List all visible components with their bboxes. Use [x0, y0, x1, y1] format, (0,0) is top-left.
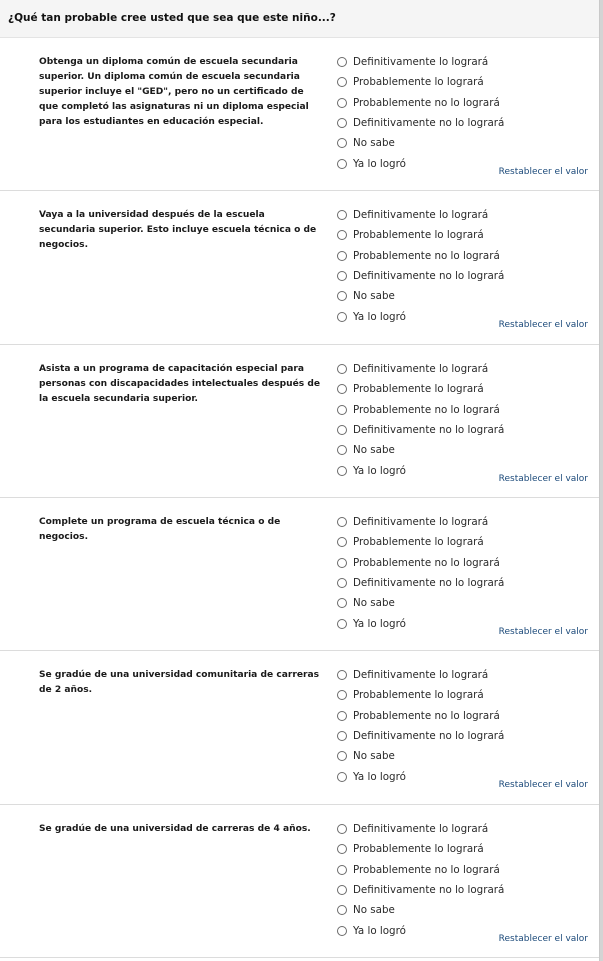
option-definitely-will[interactable]: [337, 819, 504, 839]
option-label[interactable]: Ya lo logró: [353, 157, 406, 170]
option-label[interactable]: Probablemente no lo logrará: [353, 863, 500, 876]
radio-button[interactable]: [337, 138, 347, 148]
option-definitely-will-not[interactable]: [337, 113, 504, 133]
option-label[interactable]: No sabe: [353, 444, 395, 457]
option-definitely-will-not[interactable]: [337, 726, 504, 746]
radio-button[interactable]: [337, 77, 347, 87]
question-rows: [0, 38, 599, 958]
option-does-not-know[interactable]: [337, 133, 504, 153]
option-already-done[interactable]: [337, 153, 504, 173]
radio-button[interactable]: [337, 517, 347, 527]
reset-value-link[interactable]: Restablecer el valor: [498, 474, 588, 484]
radio-button[interactable]: [337, 670, 347, 680]
option-does-not-know[interactable]: [337, 593, 504, 613]
option-probably-will-not[interactable]: [337, 706, 504, 726]
option-does-not-know[interactable]: [337, 746, 504, 766]
option-definitely-will-not[interactable]: [337, 880, 504, 900]
option-label[interactable]: Definitivamente lo logrará: [353, 363, 489, 376]
radio-button[interactable]: [337, 425, 347, 435]
radio-button[interactable]: [337, 466, 347, 476]
option-label[interactable]: Probablemente no lo logrará: [353, 556, 500, 569]
option-label[interactable]: Probablemente no lo logrará: [353, 709, 500, 722]
radio-button[interactable]: [337, 537, 347, 547]
option-label[interactable]: Ya lo logró: [353, 617, 406, 630]
radio-button[interactable]: [337, 824, 347, 834]
option-already-done[interactable]: [337, 460, 504, 480]
option-probably-will[interactable]: [337, 379, 504, 399]
option-definitely-will[interactable]: [337, 52, 504, 72]
option-label[interactable]: Definitivamente no lo logrará: [353, 270, 505, 283]
radio-button[interactable]: [337, 384, 347, 394]
option-label[interactable]: Definitivamente no lo logrará: [353, 577, 505, 590]
option-label[interactable]: Probablemente lo logrará: [353, 689, 484, 702]
radio-group: [337, 819, 504, 941]
option-label[interactable]: No sabe: [353, 597, 395, 610]
question-row: [0, 498, 599, 651]
reset-value-link[interactable]: Restablecer el valor: [498, 167, 588, 177]
option-label[interactable]: Ya lo logró: [353, 924, 406, 937]
option-definitely-will-not[interactable]: [337, 266, 504, 286]
radio-group: [337, 52, 504, 174]
question-header: [0, 0, 599, 38]
option-label[interactable]: No sabe: [353, 750, 395, 763]
radio-button[interactable]: [337, 57, 347, 67]
radio-button[interactable]: [337, 271, 347, 281]
radio-button[interactable]: [337, 690, 347, 700]
question-row: [0, 345, 599, 498]
radio-button[interactable]: [337, 364, 347, 374]
option-definitely-will[interactable]: [337, 665, 504, 685]
option-definitely-will[interactable]: [337, 359, 504, 379]
option-label[interactable]: No sabe: [353, 137, 395, 150]
option-probably-will-not[interactable]: [337, 553, 504, 573]
radio-button[interactable]: [337, 844, 347, 854]
radio-button[interactable]: [337, 291, 347, 301]
radio-group: [337, 512, 504, 634]
option-label[interactable]: No sabe: [353, 904, 395, 917]
option-probably-will-not[interactable]: [337, 860, 504, 880]
question-text: Se gradúe de una universidad de carreras de 4 años.: [39, 824, 311, 834]
option-definitely-will-not[interactable]: [337, 573, 504, 593]
question-row: [0, 805, 599, 958]
reset-value-link[interactable]: Restablecer el valor: [498, 320, 588, 330]
radio-button[interactable]: [337, 118, 347, 128]
question-row: [0, 191, 599, 345]
option-probably-will[interactable]: [337, 839, 504, 859]
radio-button[interactable]: [337, 251, 347, 261]
option-already-done[interactable]: [337, 613, 504, 633]
option-already-done[interactable]: [337, 766, 504, 786]
option-label[interactable]: Ya lo logró: [353, 310, 406, 323]
option-label[interactable]: Probablemente no lo logrará: [353, 403, 500, 416]
radio-button[interactable]: [337, 885, 347, 895]
option-definitely-will-not[interactable]: [337, 420, 504, 440]
question-text: Complete un programa de escuela técnica o de negocios.: [39, 517, 281, 542]
option-label[interactable]: Definitivamente no lo logrará: [353, 730, 505, 743]
option-does-not-know[interactable]: [337, 286, 504, 306]
radio-button[interactable]: [337, 445, 347, 455]
question-row: [0, 651, 599, 805]
option-label[interactable]: Probablemente lo logrará: [353, 76, 484, 89]
option-label[interactable]: Ya lo logró: [353, 464, 406, 477]
option-label[interactable]: Definitivamente lo logrará: [353, 823, 489, 836]
option-label[interactable]: Probablemente lo logrará: [353, 843, 484, 856]
option-label[interactable]: Definitivamente no lo logrará: [353, 424, 505, 437]
radio-button[interactable]: [337, 598, 347, 608]
radio-button[interactable]: [337, 230, 347, 240]
option-probably-will-not[interactable]: [337, 246, 504, 266]
radio-button[interactable]: [337, 772, 347, 782]
question-title: ¿Qué tan probable cree usted que sea que este niño...?: [8, 12, 336, 24]
reset-value-link[interactable]: Restablecer el valor: [498, 780, 588, 790]
option-does-not-know[interactable]: [337, 440, 504, 460]
radio-button[interactable]: [337, 926, 347, 936]
question-text: Asista a un programa de capacitación especial para personas con discapacidades intelectuales después de la escuela secundaria superior.: [39, 364, 321, 404]
reset-value-link[interactable]: Restablecer el valor: [498, 627, 588, 637]
radio-button[interactable]: [337, 210, 347, 220]
option-probably-will[interactable]: [337, 72, 504, 92]
question-row: [0, 38, 599, 191]
radio-button[interactable]: [337, 865, 347, 875]
option-probably-will-not[interactable]: [337, 400, 504, 420]
option-label[interactable]: Probablemente no lo logrará: [353, 249, 500, 262]
option-probably-will[interactable]: [337, 685, 504, 705]
radio-group: [337, 205, 504, 327]
option-probably-will-not[interactable]: [337, 93, 504, 113]
radio-button[interactable]: [337, 312, 347, 322]
radio-button[interactable]: [337, 905, 347, 915]
option-definitely-will[interactable]: [337, 205, 504, 225]
radio-button[interactable]: [337, 711, 347, 721]
question-text: Vaya a la universidad después de la escuela secundaria superior. Esto incluye escuela técnica o de negocios.: [39, 210, 317, 250]
option-label[interactable]: Definitivamente no lo logrará: [353, 117, 505, 130]
radio-button[interactable]: [337, 558, 347, 568]
radio-button[interactable]: [337, 751, 347, 761]
option-probably-will[interactable]: [337, 532, 504, 552]
option-label[interactable]: Probablemente lo logrará: [353, 536, 484, 549]
question-text: Se gradúe de una universidad comunitaria de carreras de 2 años.: [39, 670, 320, 695]
option-does-not-know[interactable]: [337, 900, 504, 920]
option-label[interactable]: Definitivamente lo logrará: [353, 516, 489, 529]
option-label[interactable]: No sabe: [353, 290, 395, 303]
option-label[interactable]: Ya lo logró: [353, 770, 406, 783]
radio-button[interactable]: [337, 731, 347, 741]
option-label[interactable]: Definitivamente lo logrará: [353, 209, 489, 222]
radio-group: [337, 359, 504, 481]
question-text: Obtenga un diploma común de escuela secundaria superior. Un diploma común de escuela secundaria superior incluye el "GED", pero no un certificado de que completó las asignaturas ni un diploma especial para los estudiantes en educación especial.: [39, 57, 309, 127]
option-label[interactable]: Probablemente lo logrará: [353, 229, 484, 242]
option-label[interactable]: Probablemente lo logrará: [353, 383, 484, 396]
option-definitely-will[interactable]: [337, 512, 504, 532]
reset-value-link[interactable]: Restablecer el valor: [498, 934, 588, 944]
radio-button[interactable]: [337, 98, 347, 108]
radio-button[interactable]: [337, 619, 347, 629]
radio-button[interactable]: [337, 159, 347, 169]
option-label[interactable]: Definitivamente lo logrará: [353, 669, 489, 682]
option-probably-will[interactable]: [337, 225, 504, 245]
option-label[interactable]: Definitivamente no lo logrará: [353, 884, 505, 897]
option-label[interactable]: Probablemente no lo logrará: [353, 96, 500, 109]
option-already-done[interactable]: [337, 920, 504, 940]
option-label[interactable]: Definitivamente lo logrará: [353, 56, 489, 69]
radio-group: [337, 665, 504, 787]
radio-button[interactable]: [337, 405, 347, 415]
option-already-done[interactable]: [337, 306, 504, 326]
radio-button[interactable]: [337, 578, 347, 588]
